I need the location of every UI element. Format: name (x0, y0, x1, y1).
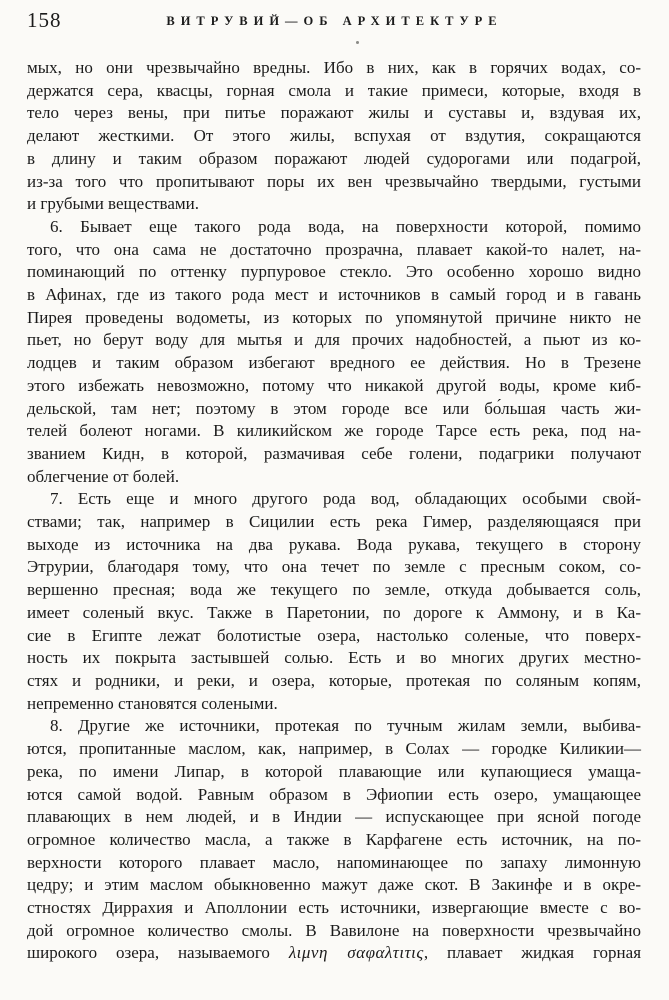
running-title: ВИТРУВИЙ—ОБ АРХИТЕКТУРЕ (166, 14, 503, 28)
text-line: непременно становятся солеными. (27, 693, 278, 713)
text-line: ствами; так, например в Сицилии есть река Гимер, разделяющаяся при (27, 512, 641, 532)
text-line: ются, пропитанные маслом, как, например, в Солах — городке Киликии— (27, 739, 641, 759)
paragraph-2 (27, 216, 641, 488)
paragraph-4 (27, 715, 641, 965)
text-line: плавающих в нем людей, и в Индии — испускающее при ясной погоде (27, 807, 641, 827)
text-line: поминающий по оттенку пурпуровое стекло. Это особенно хорошо видно (27, 262, 641, 282)
text-line: держатся сера, квасцы, горная смола и такие примеси, которые, входя в (27, 80, 641, 100)
paragraph-3 (27, 488, 641, 715)
text-line: вершенно пресная; вода же текущего по земле, откуда добывается соль, (27, 580, 641, 600)
text-line: 6. Бывает еще такого рода вода, на поверхности которой, помимо (50, 216, 641, 236)
text-line: имеет соленый вкус. Также в Паретонии, по дороге к Аммону, и в Ка- (27, 602, 641, 622)
text-line: телей болеют ногами. В киликийском же городе Тарсе есть река, под на- (27, 421, 641, 441)
text-line: дой огромное количество смолы. В Вавилоне на поверхности чрезвычайно (27, 920, 641, 940)
text-line: и грубыми веществами. (27, 194, 200, 214)
text-line: лодцев и таким образом избегают вредного ее действия. Но в Трезене (27, 353, 641, 373)
text-line: 7. Есть еще и много другого рода вод, обладающих особыми свой- (50, 489, 641, 509)
text-line: стностях Диррахия и Аполлонии есть источники, извергающие вместе с во- (27, 898, 641, 918)
text-line: мых, но они чрезвычайно вредны. Ибо в них, как в горячих водах, со- (27, 58, 641, 77)
text-line: Этрурии, благодаря тому, что она течет по земле с пресным соком, со- (27, 557, 641, 577)
text-line: этого избежать невозможно, потому что никакой другой воды, кроме киб- (27, 375, 641, 395)
text-line: тело через вены, при питье поражают жилы и суставы и, вздувая их, (27, 103, 641, 123)
text-line: сие в Египте лежат болотистые озера, настолько соленые, что поверх- (27, 625, 641, 645)
text-line: Пирея проведены водометы, из которых по упомянутой причине никто не (27, 307, 641, 327)
text-line: дельской, там нет; поэтому в этом городе все или бо́льшая часть жи- (27, 398, 641, 418)
text-line: в Афинах, где из такого рода мест и источников в самый город и в гавань (27, 285, 641, 305)
running-head (0, 6, 669, 40)
body-text (27, 57, 641, 965)
greek-phrase: λιμνη σαφαλτιτις (288, 943, 424, 963)
text-line: цедру; и этим маслом обыкновенно мажут даже скот. В Закинфе и в окре- (27, 875, 641, 895)
text-line: ются самой водой. Равным образом в Эфиопии есть озеро, умащающее (27, 784, 641, 804)
text-line: верхности которого плавает масло, напоминающее по запаху лимонную (27, 852, 641, 872)
scan-speck (356, 41, 359, 44)
text-line: званием Кидн, в которой, размачивая себе голени, подагрики получают (27, 443, 641, 463)
text-line: выходе из источника на два рукава. Вода рукава, текущего в сторону (27, 534, 641, 554)
text-line: стях и родники, и реки, и озера, которые, протекая по соляным копям, (27, 670, 641, 690)
text-line: из-за того что пропитывают поры их вен чрезвычайно твердыми, густыми (27, 171, 641, 191)
paragraph-1 (27, 57, 641, 216)
text-line: огромное количество масла, а также в Карфагене есть источник, на по- (27, 829, 641, 849)
text-line: в длину и таким образом поражают людей судорогами или подагрой, (27, 148, 641, 168)
page-number: 158 (27, 8, 62, 32)
text-line: 8. Другие же источники, протекая по тучным жилам земли, выбива- (50, 716, 641, 736)
text-line: того, что она сама не достаточно прозрачна, плавает какой-то налет, на- (27, 239, 641, 259)
text-line: река, по имени Липар, в которой плавающие или купающиеся умаща- (27, 761, 641, 781)
text-line: пьет, но берут воду для мытья и для прочих надобностей, а пьют из ко- (27, 330, 641, 350)
text-line: ность их покрыта застывшей солью. Есть и во многих других местно- (27, 648, 641, 668)
text-line: широкого озера, называемого λιμνη σαφαλτιτις, плавает жидкая горная (27, 943, 642, 963)
text-line: делают жесткими. От этого жилы, вспухая от вздутия, сокращаются (27, 126, 641, 146)
text-line: облегчение от болей. (27, 466, 180, 486)
